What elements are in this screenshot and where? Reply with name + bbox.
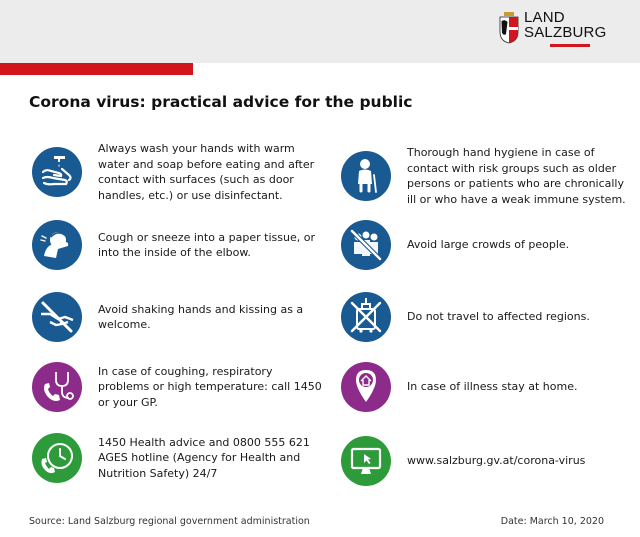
logo-underline	[550, 44, 590, 47]
no-handshake-icon	[32, 292, 82, 342]
advice-text: 1450 Health advice and 0800 555 621 AGES hotline (Agency for Health and Nutrition Safety) 24/7	[98, 435, 310, 480]
advice-text: Avoid large crowds of people.	[407, 238, 570, 252]
advice-text: Always wash your hands with warm water and soap before eating and after contact with surfaces (such as door handles, etc.) or use disinfectant.	[98, 142, 315, 202]
advice-item-website	[341, 436, 631, 486]
hand-wash-icon	[32, 147, 82, 197]
date-note: Date: March 10, 2020	[500, 516, 604, 527]
source-note: Source: Land Salzburg regional government administration	[29, 516, 310, 527]
no-travel-icon	[341, 292, 391, 342]
advice-item-no-handshake	[32, 292, 322, 342]
advice-text: Thorough hand hygiene in case of contact with risk groups such as older persons or patients who are chronically ill or who have a weak immune system.	[407, 146, 626, 206]
website-link[interactable]: www.salzburg.gv.at/corona-virus	[407, 454, 586, 468]
stay-home-icon	[341, 362, 391, 412]
advice-item-sneeze	[32, 220, 322, 270]
advice-item-hand-wash	[32, 141, 322, 203]
sneeze-elbow-icon	[32, 220, 82, 270]
advice-item-crowds	[341, 220, 631, 270]
logo-text-land: LAND	[524, 9, 565, 26]
page-title: Corona virus: practical advice for the public	[29, 93, 413, 111]
no-crowds-icon	[341, 220, 391, 270]
advice-text: Avoid shaking hands and kissing as a welcome.	[98, 302, 304, 331]
computer-monitor-icon	[341, 436, 391, 486]
advice-text: Cough or sneeze into a paper tissue, or into the inside of the elbow.	[98, 230, 315, 259]
phone-clock-icon	[32, 433, 82, 483]
coat-of-arms-icon	[499, 12, 519, 44]
advice-item-hotline	[32, 433, 322, 483]
red-accent-bar	[0, 63, 193, 75]
advice-item-stay-home	[341, 362, 631, 412]
advice-text: Do not travel to affected regions.	[407, 310, 590, 324]
advice-item-travel	[341, 292, 631, 342]
advice-text: In case of coughing, respiratory problems or high temperature: call 1450 or your GP.	[98, 364, 322, 409]
phone-stethoscope-icon	[32, 362, 82, 412]
advice-text: In case of illness stay at home.	[407, 380, 578, 394]
advice-item-risk-groups	[341, 145, 631, 207]
advice-item-call	[32, 362, 322, 412]
elderly-person-icon	[341, 151, 391, 201]
logo-text-salzburg: SALZBURG	[524, 24, 607, 41]
land-salzburg-logo[interactable]	[499, 10, 606, 50]
